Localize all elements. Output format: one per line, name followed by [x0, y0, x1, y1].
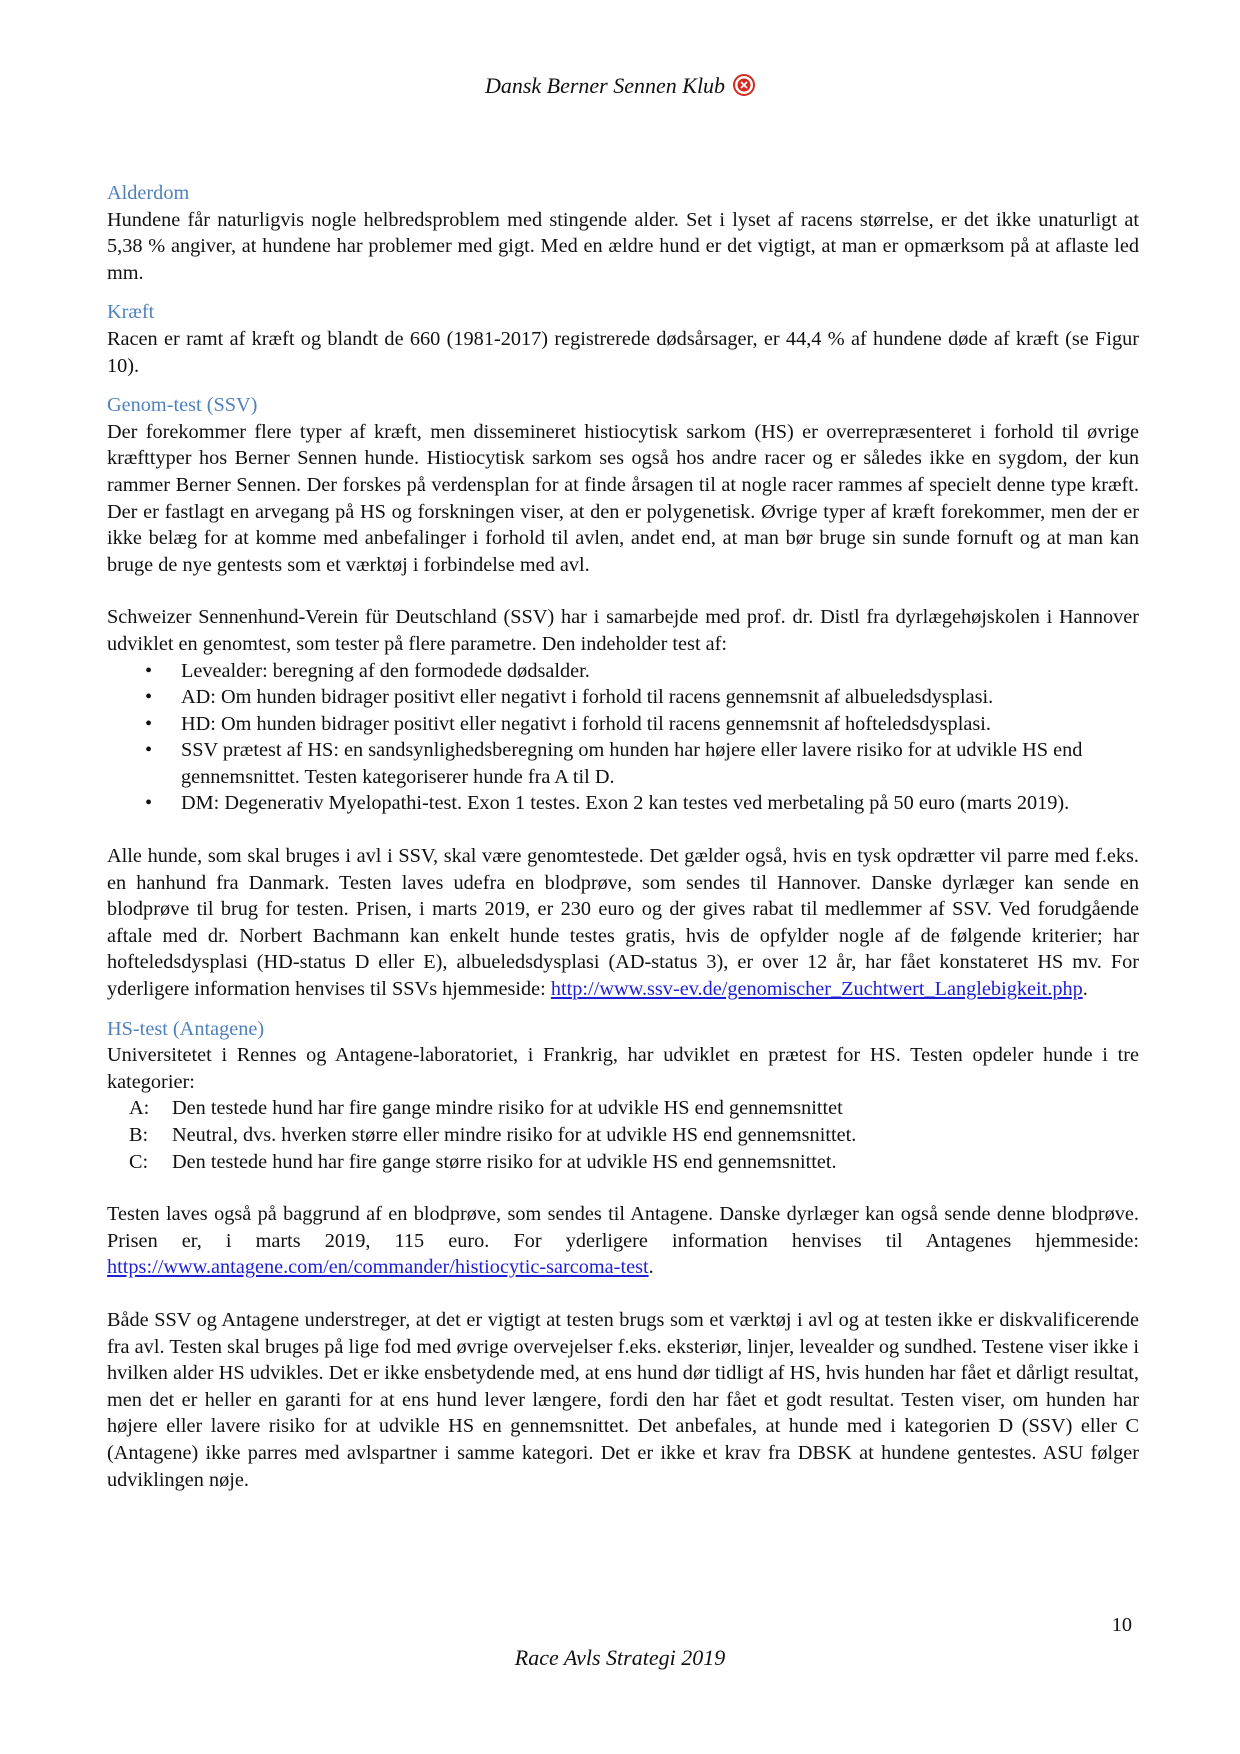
ssv-details-text: Alle hunde, som skal bruges i avl i SSV, skal være genomtestede. Det gælder også, hvis en tysk opdrætter vil parre med f.eks. en hanhund fra Danmark. Testen laves udefra en blodprøve, som sendes til Hannover. Danske dyrlæger kan sende en blodprøve til brug for testen. Prisen, i marts 2019, er 230 euro og der gives rabat til medlemmer af SSV. Ved forudgående aftale med dr. Norbert Bachmann kan enkelt hunde testes gratis, hvis de opfylder nogle af de følgende kriterier; har hofteledsdysplasi (HD-status D eller E), albueledsdysplasi (AD-status 3), er over 12 år, har fået konstateret HS mv. For yderligere information henvises til SSVs hjemmeside: [107, 845, 1139, 1001]
category-text: Neutral, dvs. hverken større eller mindre risiko for at udvikle HS end gennemsnittet. [172, 1124, 857, 1146]
list-item: • SSV prætest af HS: en sandsynlighedsberegning om hunden har højere eller lavere risiko for at udvikle HS end gennemsnittet. Testen kategoriserer hunde fra A til D. [145, 739, 1083, 788]
list-item-text: AD: Om hunden bidrager positivt eller negativt i forhold til racens gennemsnit af albueledsdysplasi. [181, 686, 994, 709]
paragraph-alderdom: Hundene får naturligvis nogle helbredsproblem med stingende alder. Set i lyset af racens størrelse, er det ikke unaturligt at 5,38 % angiver, at hundene har problemer med gigt. Med en ældre hund er det vigtigt, at man er opmærksom på at aflaste led mm. [107, 208, 1139, 284]
paragraph-conclusion: Både SSV og Antagene understreger, at det er vigtigt at testen brugs som et værktøj i avl og at testen ikke er diskvalificerende fra avl. Testen skal bruges på lige fod med øvrige overvejelser f.eks. eksteriør, linjer, levealder og sundhed. Testene viser ikke i hvilken alder HS udvikles. Det er ikke ensbetydende med, at ens hund dør tidligt af HS, hvis hunden har fået et dårligt resultat, men det er heller en garanti for at ens hund lever længere, fordi den har fået et godt resultat. Testen viser, om hunden har højere eller lavere risiko for at udvikle HS en gennemsnittet. Det anbefales, at hunde med i kategorien D (SSV) eller C (Antagene) ikke parres med avlspartner i samme kategori. Det er ikke et krav fra DBSK at hundene gentestes. ASU følger udviklingen nøje. [107, 1308, 1139, 1491]
paragraph-hs-intro: Universitetet i Rennes og Antagene-laboratoriet, i Frankrig, har udviklet en prætest for HS. Testen opdeler hunde i tre kategorier: [107, 1044, 1139, 1093]
heading-hs-test: HS-test (Antagene) [107, 1017, 265, 1040]
category-text: Den testede hund har fire gange større risiko for at udvikle HS end gennemsnittet. [172, 1150, 837, 1173]
page-header [0, 72, 1240, 100]
list-item-text: DM: Degenerativ Myelopathi-test. Exon 1 testes. Exon 2 kan testes ved merbetaling på 50 euro (marts 2019). [181, 792, 1070, 815]
category-item [107, 1149, 1139, 1176]
list-item-text: Levealder: beregning af den formodede dødsalder. [181, 659, 590, 682]
category-label: A: [129, 1097, 150, 1120]
link-trailing-period: . [1082, 978, 1088, 1001]
hs-category-list [107, 1095, 1139, 1175]
antagene-details-text: Testen laves også på baggrund af en blodprøve, som sendes til Antagene. Danske dyrlæger kan også sende denne blodprøve. Prisen er, i marts 2019, 115 euro. For yderligere information henvises til Antagenes hjemmeside: [107, 1203, 1139, 1252]
list-item: • HD: Om hunden bidrager positivt eller negativt i forhold til racens gennemsnit af hofteledsdysplasi. [145, 712, 991, 735]
page-content [107, 180, 1139, 1493]
category-text: Den testede hund har fire gange mindre risiko for at udvikle HS end gennemsnittet [172, 1097, 843, 1120]
list-item-text: SSV prætest af HS: en sandsynlighedsberegning om hunden har højere eller lavere risiko for at udvikle HS end gennemsnittet. Testen kategoriserer hunde fra A til D. [181, 739, 1083, 788]
page-footer: Race Avls Strategi 2019 [514, 1645, 726, 1670]
page-number: 10 [1111, 1614, 1132, 1636]
heading-kraeft: Kræft [107, 301, 155, 324]
paragraph-ssv-intro: Schweizer Sennenhund-Verein für Deutschland (SSV) har i samarbejde med prof. dr. Distl fra dyrlægehøjskolen i Hannover udviklet en genomtest, som tester på flere parametre. Den indeholder test af: [107, 606, 1139, 655]
category-label: C: [129, 1150, 149, 1173]
list-item: • AD: Om hunden bidrager positivt eller negativt i forhold til racens gennemsnit af albueledsdysplasi. [145, 686, 994, 709]
link-trailing-period: . [648, 1256, 654, 1279]
category-item [107, 1095, 1139, 1122]
paragraph-antagene-details [107, 1201, 1139, 1281]
club-emblem-icon [733, 74, 755, 96]
header-title: Dansk Berner Sennen Klub [484, 73, 726, 98]
list-item: • Levealder: beregning af den formodede dødsalder. [145, 659, 590, 682]
paragraph-genom-test: Der forekommer flere typer af kræft, men dissemineret histiocytisk sarkom (HS) er overrepræsenteret i forhold til øvrige kræfttyper hos Berner Sennen hunde. Histiocytisk sarkom ses også hos andre racer og er således ikke en sygdom, der kun rammer Berner Sennen. Der forskes på verdensplan for at finde årsagen til at nogle racer rammes af specielt denne type kræft. Der er fastlagt en arvegang på HS og forskningen viser, at den er polygenetisk. Øvrige typer af kræft forekommer, men der er ikke belæg for at komme med anbefalinger i forhold til avlen, andet end, at man bør bruge sin sunde fornuft og at man kan bruge de nye gentests som et værktøj i forbindelse med avl. [107, 420, 1139, 576]
list-item: • DM: Degenerativ Myelopathi-test. Exon 1 testes. Exon 2 kan testes ved merbetaling på 50 euro (marts 2019). [145, 792, 1070, 815]
heading-alderdom: Alderdom [107, 182, 190, 204]
category-label: B: [129, 1124, 149, 1146]
paragraph-ssv-details [107, 843, 1139, 1003]
category-item [107, 1122, 1139, 1149]
paragraph-kraeft: Racen er ramt af kræft og blandt de 660 (1981-2017) registrerede dødsårsager, er 44,4 % af hundene døde af kræft (se Figur 10). [107, 327, 1139, 377]
antagene-website-link[interactable]: https://www.antagene.com/en/commander/histiocytic-sarcoma-test [107, 1256, 649, 1279]
heading-genom-test: Genom-test (SSV) [107, 394, 258, 417]
ssv-website-link[interactable]: http://www.ssv-ev.de/genomischer_Zuchtwert_Langlebigkeit.php [550, 978, 1083, 1001]
ssv-test-list [107, 658, 1139, 818]
list-item-text: HD: Om hunden bidrager positivt eller negativt i forhold til racens gennemsnit af hofteledsdysplasi. [181, 712, 991, 735]
